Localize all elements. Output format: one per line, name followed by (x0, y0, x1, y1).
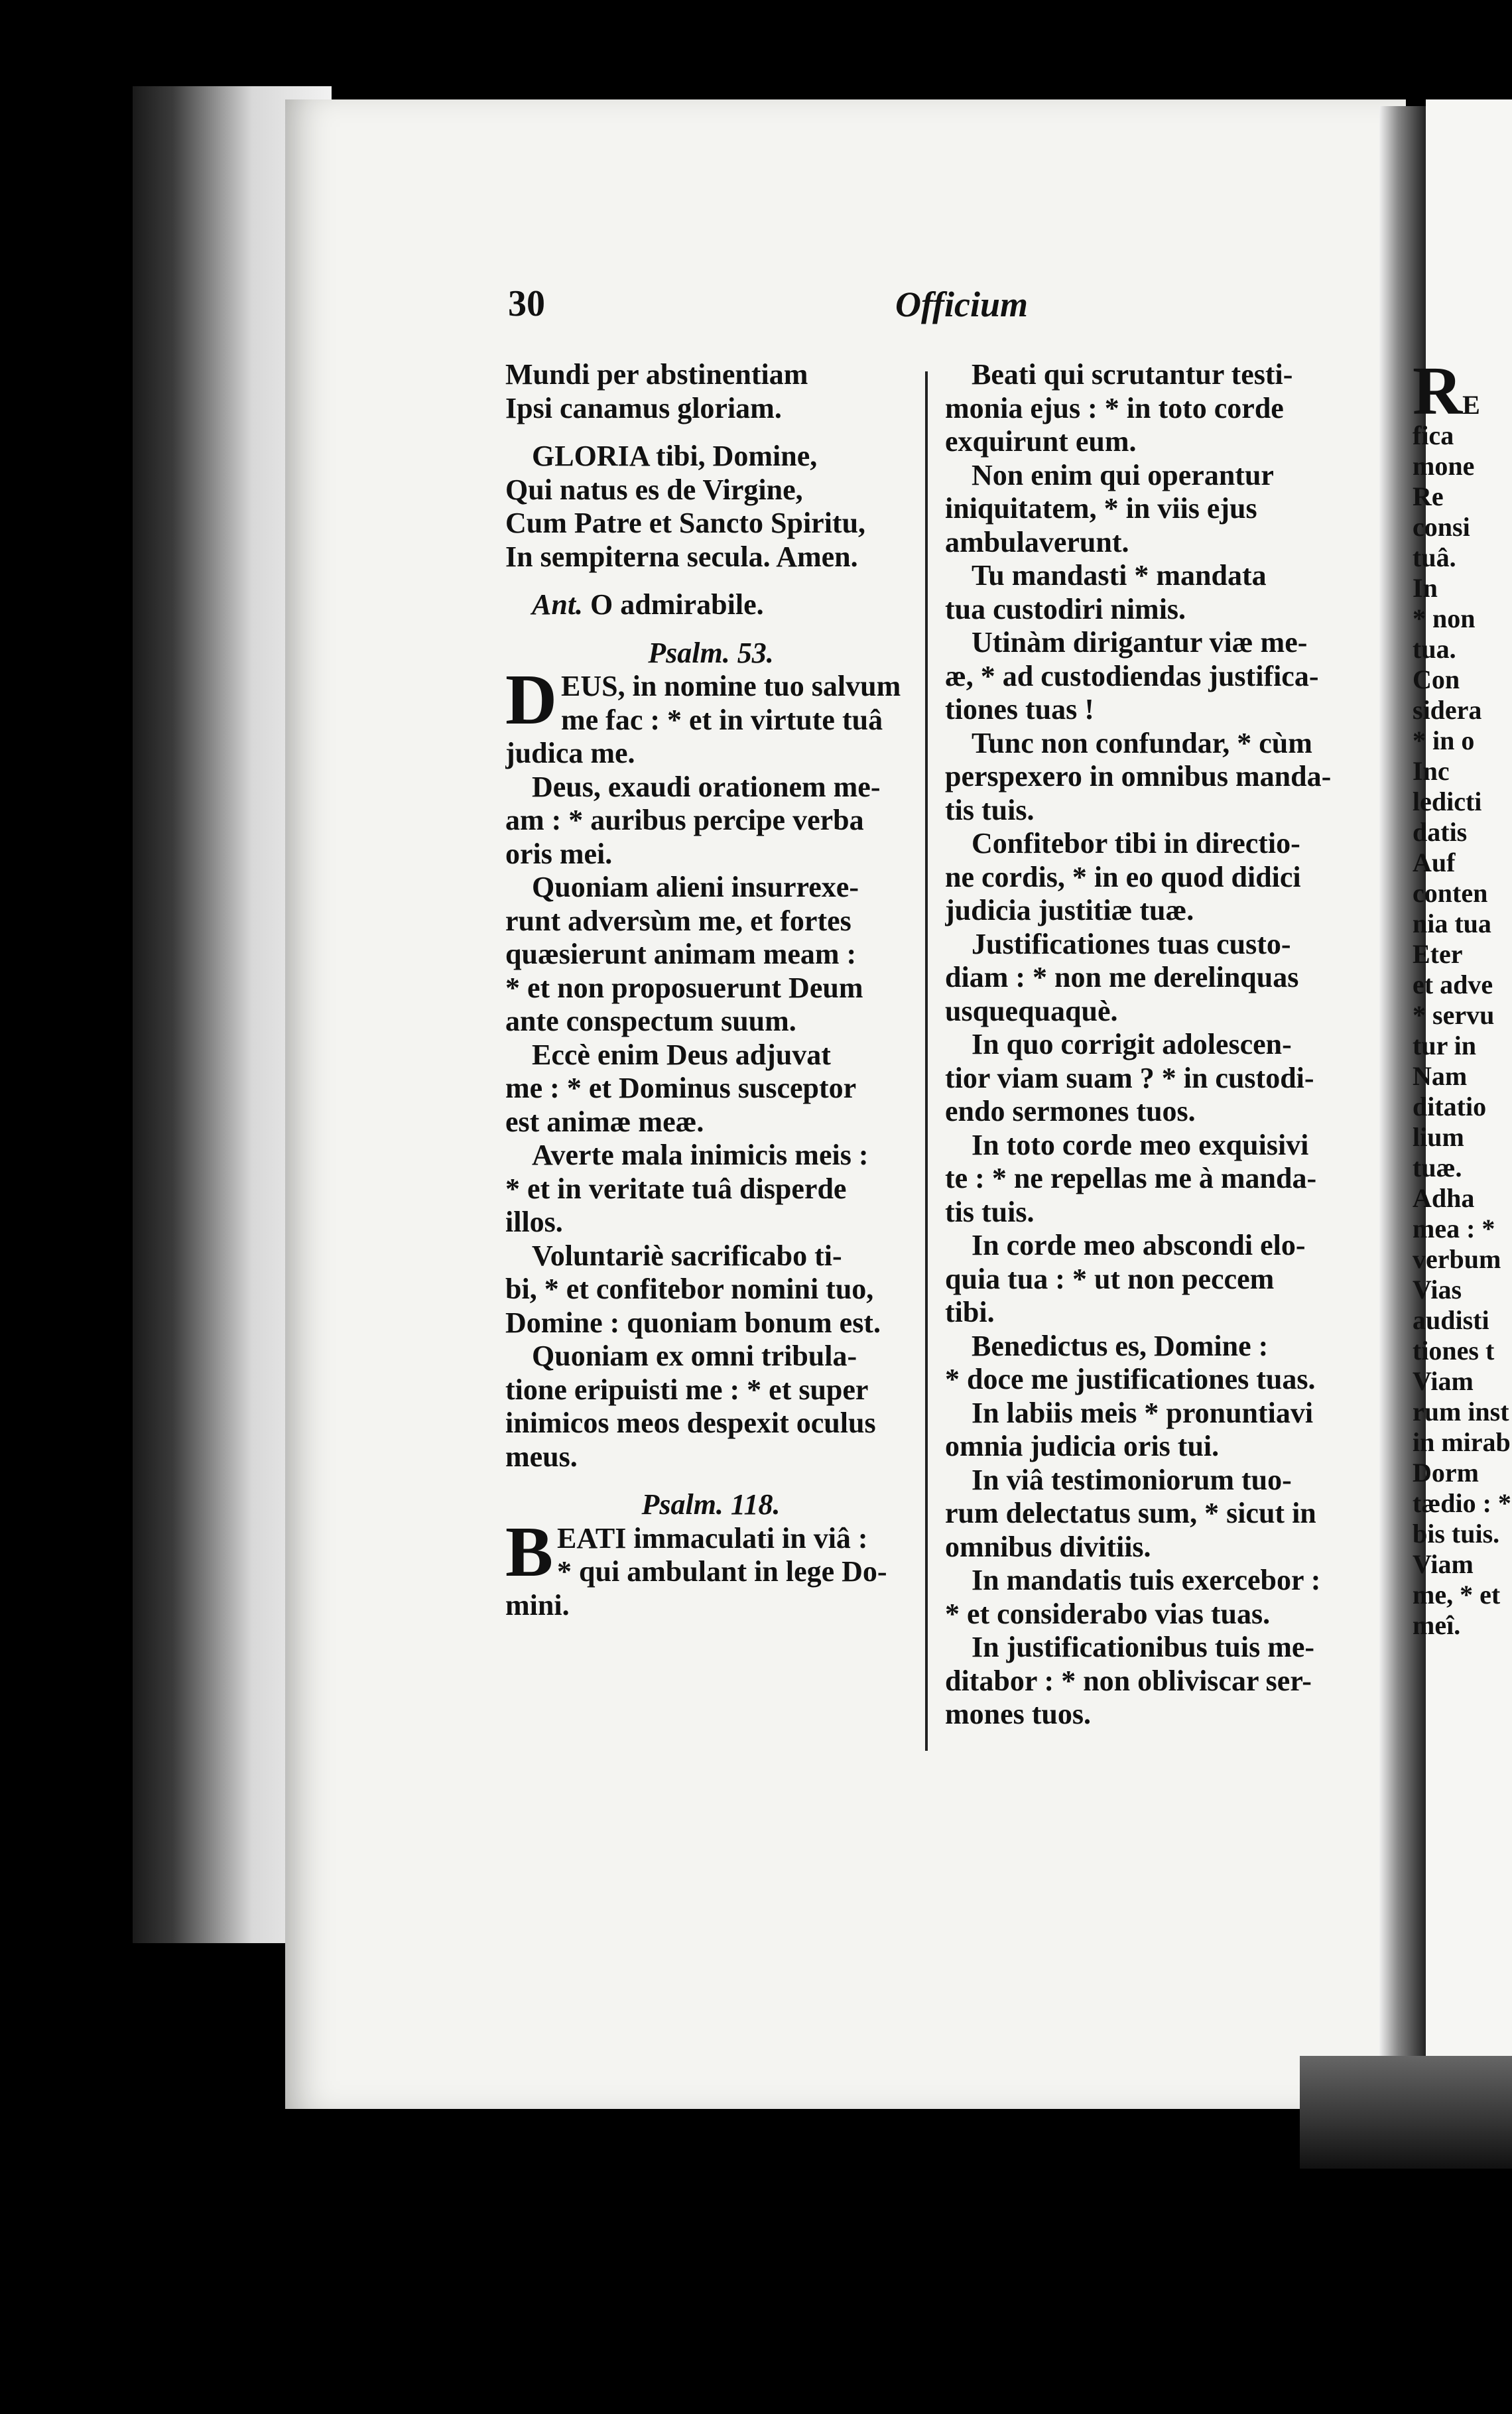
facing-page-line: Nam (1413, 1061, 1468, 1091)
verse-line: Voluntariè sacrificabo ti- (532, 1239, 842, 1272)
verse-line: rum delectatus sum, * sicut in (945, 1497, 1316, 1529)
facing-page-line: nia tua (1413, 909, 1491, 938)
verse-line: Averte mala inimicis meis : (532, 1139, 869, 1171)
verse-line: am : * auribus percipe verba (505, 804, 864, 836)
running-head-title: Officium (895, 285, 1028, 324)
verse-line: me : * et Dominus susceptor (505, 1072, 857, 1104)
gloria-line: In sempiterna secula. Amen. (505, 540, 858, 573)
facing-page-line: verbum (1413, 1244, 1501, 1274)
verse-line: tis tuis. (945, 793, 1035, 826)
facing-page-line: * in o (1413, 726, 1475, 755)
verse-line: mones tuos. (945, 1698, 1092, 1730)
verse-line: runt adversùm me, et fortes (505, 904, 851, 937)
facing-page-line: In (1413, 573, 1438, 603)
verse-line: tior viam suam ? * in custodi- (945, 1061, 1314, 1094)
facing-page-line: fica (1413, 420, 1454, 450)
verse-line: diam : * non me derelinquas (945, 961, 1299, 993)
verse-line: Tunc non confundar, * cùm (972, 726, 1312, 759)
facing-page-line: tuæ. (1413, 1153, 1462, 1182)
facing-page-line: lium (1413, 1122, 1464, 1152)
verse-line: judica me. (505, 737, 635, 769)
verse-line: Eccè enim Deus adjuvat (532, 1038, 831, 1071)
verse-line: ambulaverunt. (945, 525, 1129, 558)
verse-line: In toto corde meo exquisivi (972, 1128, 1309, 1161)
verse-line: In justificationibus tuis me- (972, 1631, 1315, 1663)
facing-page-line: Re (1413, 481, 1444, 511)
drop-capital: B (505, 1512, 554, 1592)
psalm-heading: Psalm. 53. (648, 636, 774, 669)
verse-line: Domine : quoniam bonum est. (505, 1306, 881, 1339)
column-rule (925, 371, 928, 1751)
facing-page-line: tur in (1413, 1031, 1476, 1060)
facing-page-line: ditatio (1413, 1092, 1487, 1121)
verse-line: tiones tuas ! (945, 693, 1094, 726)
verse-line: ditabor : * non obliviscar ser- (945, 1664, 1312, 1697)
psalm-heading: Psalm. 118. (641, 1488, 781, 1521)
verse-line: * et in veritate tuâ disperde (505, 1172, 847, 1205)
verse-line: omnibus divitiis. (945, 1530, 1151, 1563)
verse-line: omnia judicia oris tui. (945, 1430, 1220, 1462)
verse-line: mini. (505, 1588, 570, 1621)
facing-page-line: tiones t (1413, 1336, 1495, 1366)
verse-line: quæsierunt animam meam : (505, 938, 857, 970)
verse-line: * qui ambulant in lege Do- (557, 1555, 887, 1588)
verse-line: judicia justitiæ tuæ. (945, 894, 1194, 926)
verse-line: meus. (505, 1440, 578, 1473)
facing-page-line: Con (1413, 665, 1460, 694)
facing-page-line: Dorm (1413, 1458, 1479, 1488)
facing-page-line: Adha (1413, 1183, 1475, 1213)
verse-line: Tu mandasti * mandata (972, 559, 1267, 592)
facing-page-line: Auf (1413, 848, 1456, 877)
verse-line: Deus, exaudi orationem me- (532, 770, 881, 803)
verse-line: * doce me justificationes tuas. (945, 1363, 1316, 1395)
verse-line: perspexero in omnibus manda- (945, 760, 1332, 793)
facing-page-line: tua. (1413, 634, 1456, 664)
verse-line: te : * ne repellas me à manda- (945, 1162, 1317, 1194)
drop-capital: R (1413, 353, 1463, 429)
gloria-line: Cum Patre et Sancto Spiritu, (505, 507, 866, 539)
verse-line: inimicos meos despexit oculus (505, 1407, 876, 1439)
gloria-line: Qui natus es de Virgine, (505, 473, 803, 506)
facing-page-line: rum inst (1413, 1397, 1509, 1427)
facing-page-line: conten (1413, 878, 1488, 908)
verse-line: EATI immaculati in viâ : (557, 1521, 868, 1555)
facing-page-line: bis tuis. (1413, 1519, 1500, 1549)
facing-page-line: in mirab (1413, 1427, 1511, 1457)
verse-line: Non enim qui operantur (972, 458, 1274, 491)
facing-page-line: meî. (1413, 1610, 1461, 1640)
verse-line: tione eripuisti me : * et super (505, 1373, 869, 1406)
facing-page-line: ledicti (1413, 787, 1482, 816)
facing-page-line: mone (1413, 451, 1475, 481)
scan-corner-shadow (1300, 2056, 1512, 2169)
verse-line: Utinàm dirigantur viæ me- (972, 626, 1308, 659)
facing-page-line: * non (1413, 604, 1476, 633)
antiphon-label: Ant. (532, 588, 584, 621)
verse-line: In labiis meis * pronuntiavi (972, 1396, 1314, 1429)
verse-line: Quoniam alieni insurrexe- (532, 871, 859, 903)
verse-line: me fac : * et in virtute tuâ (561, 703, 883, 736)
verse-line: quia tua : * ut non peccem (945, 1262, 1275, 1295)
facing-page-line: Vias (1413, 1275, 1462, 1304)
verse-line: usquequaquè. (945, 994, 1118, 1027)
verse-line: ne cordis, * in eo quod didici (945, 860, 1301, 893)
facing-page-line: E (1462, 390, 1480, 420)
verse-line: exquirunt eum. (945, 425, 1137, 458)
facing-page-line: tuâ. (1413, 542, 1456, 572)
verse-line: tis tuis. (945, 1195, 1035, 1228)
verse-line: illos. (505, 1206, 563, 1238)
verse-line: Beati qui scrutantur testi- (972, 358, 1293, 391)
verse-line: endo sermones tuos. (945, 1095, 1196, 1127)
facing-page-line: Eter (1413, 939, 1463, 969)
verse-line: monia ejus : * in toto corde (945, 391, 1284, 424)
verse-line: æ, * ad custodiendas justifica- (945, 659, 1319, 692)
facing-page-line: mea : * (1413, 1214, 1495, 1243)
gloria-line: GLORIA tibi, Domine, (532, 440, 818, 472)
verse-line: EUS, in nomine tuo salvum (561, 670, 901, 702)
verse-line: * et considerabo vias tuas. (945, 1597, 1271, 1630)
verse-line: est animæ meæ. (505, 1105, 704, 1138)
facing-page-line: et adve (1413, 970, 1493, 999)
verse-line: In viâ testimoniorum tuo- (972, 1463, 1292, 1496)
facing-page-line: sidera (1413, 695, 1482, 725)
verse-line: tibi. (945, 1296, 995, 1328)
verse-line: Justificationes tuas custo- (972, 927, 1291, 960)
verse-line: In mandatis tuis exercebor : (972, 1564, 1321, 1596)
left-column (505, 358, 916, 1622)
facing-page-line: datis (1413, 817, 1468, 847)
facing-page-line: consi (1413, 512, 1470, 542)
psalm-53-text (505, 661, 916, 1474)
page-number: 30 (508, 283, 545, 324)
drop-capital: D (505, 661, 557, 739)
right-column (945, 358, 1356, 1732)
facing-page-line: Viam (1413, 1366, 1474, 1396)
facing-page-line: Viam (1413, 1549, 1474, 1579)
verse-line: Confitebor tibi in directio- (972, 827, 1300, 859)
facing-page-line: me, * et (1413, 1580, 1501, 1610)
verse-line: bi, * et confitebor nomini tuo, (505, 1273, 874, 1305)
verse-line: * et non proposuerunt Deum (505, 971, 863, 1004)
psalm-118-text (505, 1512, 916, 1623)
facing-page-line: audisti (1413, 1305, 1489, 1335)
verse-line: Benedictus es, Domine : (972, 1329, 1269, 1362)
facing-page-line: tædio : * (1413, 1488, 1511, 1518)
verse-line: oris mei. (505, 837, 613, 870)
facing-page-line: * servu (1413, 1000, 1495, 1030)
verse-line: ante conspectum suum. (505, 1005, 796, 1037)
facing-page-text (1413, 353, 1512, 1641)
antiphon (505, 588, 916, 622)
hymn-line: Ipsi canamus gloriam. (505, 391, 782, 424)
hymn-line: Mundi per abstinentiam (505, 358, 808, 391)
verse-line: tua custodiri nimis. (945, 592, 1186, 625)
verse-line: In quo corrigit adolescen- (972, 1028, 1292, 1060)
verse-line: iniquitatem, * in viis ejus (945, 492, 1257, 525)
verse-line: Quoniam ex omni tribula- (532, 1340, 857, 1372)
verse-line: In corde meo abscondi elo- (972, 1229, 1306, 1261)
antiphon-text: O admirabile. (590, 588, 764, 621)
facing-page-line: Inc (1413, 756, 1450, 786)
